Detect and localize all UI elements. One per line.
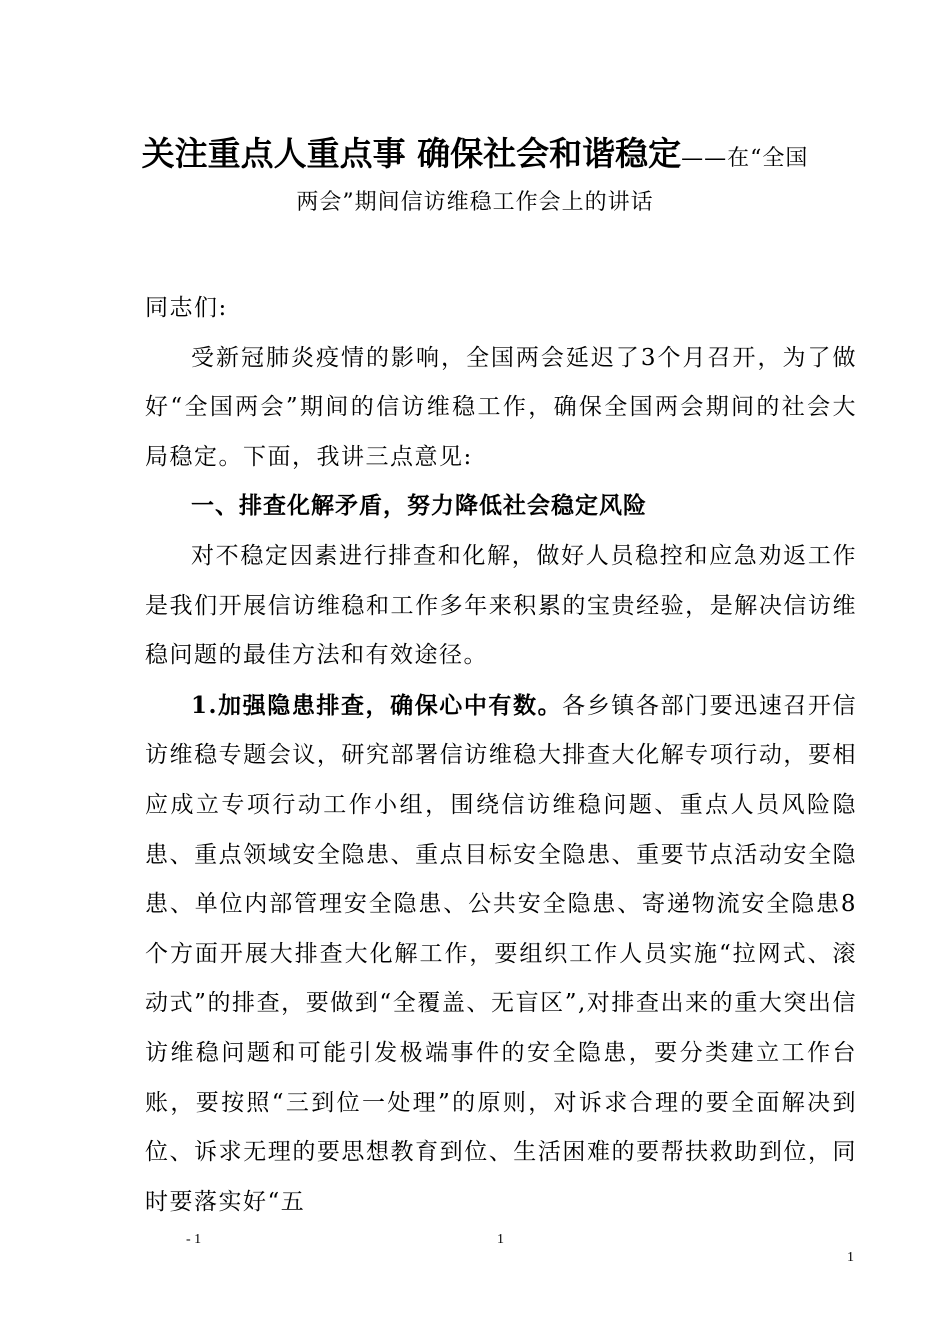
paragraph-2-text: 各乡镇各部门要迅速召开信访维稳专题会议，研究部署信访维稳大排查大化解专项行动，要相应成立专项行动工作小组，围绕信访维稳问题、重点人员风险隐患、重点领域安全隐患、重点目标安全隐患、重要节点活动安全隐患、单位内部管理安全隐患、公共安全隐患、寄递物流安全隐患8个方面开展大排查大化解工作，要组织工作人员实施“拉网式、滚动式”的排查，要做到“全覆盖、无盲区”,对排查出来的重大突出信访维稳问题和可能引发极端事件的安全隐患，要分类建立工作台账，要按照“三到位一处理”的原则，对诉求合理的要全面解决到位、诉求无理的要思想教育到位、生活困难的要帮扶救助到位，同时要落实好“五	[145, 692, 857, 1215]
paragraph-1: 对不稳定因素进行排查和化解，做好人员稳控和应急劝返工作是我们开展信访维稳和工作多年来积累的宝贵经验，是解决信访维稳问题的最佳方法和有效途径。	[145, 542, 857, 669]
title-subtitle-part2: 两会”期间信访维稳工作会上的讲话	[296, 190, 654, 215]
footer-page-number-left: - 1	[186, 1232, 202, 1247]
section-heading-1: 一、排查化解矛盾，努力降低社会稳定风险	[191, 493, 647, 520]
document-body	[145, 284, 857, 1227]
salutation: 同志们:	[145, 295, 228, 321]
paragraph-2-lead: 1.加强隐患排查，确保心中有数。	[191, 691, 563, 719]
title-line-1	[90, 128, 860, 175]
paragraph-intro: 受新冠肺炎疫情的影响，全国两会延迟了3个月召开，为了做好“全国两会”期间的信访维稳工作，确保全国两会期间的社会大局稳定。下面，我讲三点意见:	[145, 344, 857, 470]
paragraph-2	[145, 681, 857, 1228]
footer-page-number-right: 1	[847, 1250, 854, 1265]
title-main: 关注重点人重点事 确保社会和谐稳定	[141, 134, 682, 173]
footer-page-number-center: 1	[497, 1232, 504, 1247]
title-subtitle-part1: ——在“全国	[681, 146, 809, 171]
